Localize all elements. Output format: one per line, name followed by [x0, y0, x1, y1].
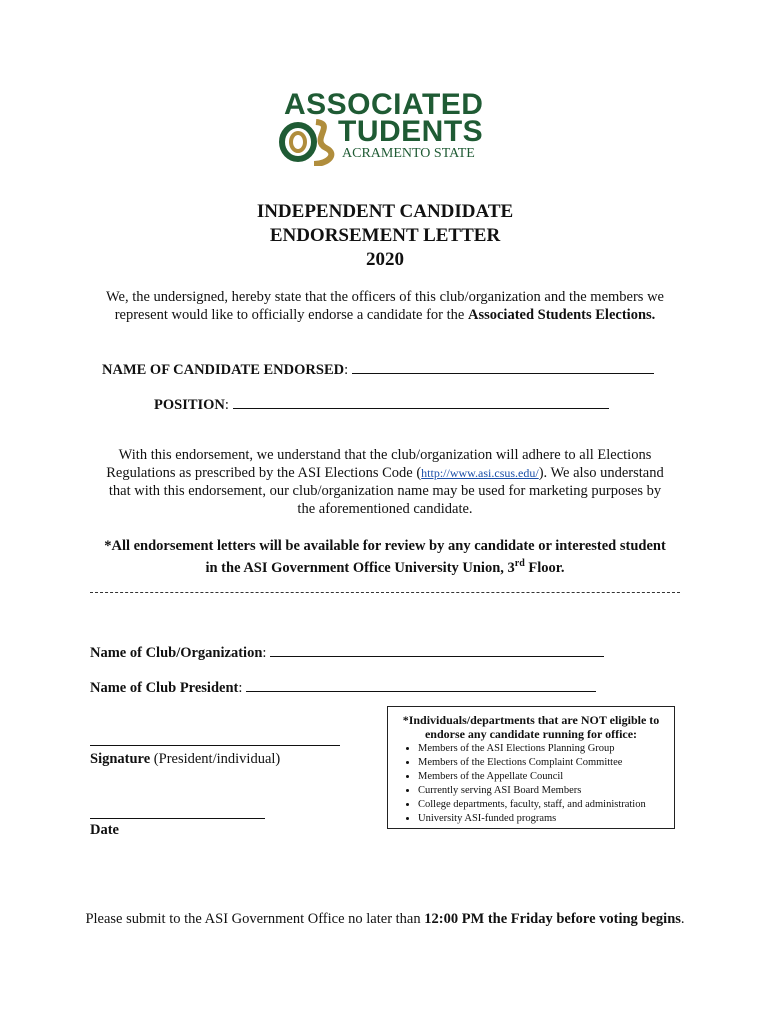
club-president-field-row: Name of Club President:	[90, 678, 596, 697]
club-org-field-row: Name of Club/Organization:	[90, 643, 604, 662]
understanding-line-2-suffix: ). We also understand	[538, 465, 664, 481]
footer-period: .	[680, 911, 685, 927]
position-line[interactable]	[233, 395, 609, 409]
understanding-line-4: the aforementioned candidate.	[297, 501, 473, 517]
club-president-line[interactable]	[246, 678, 596, 692]
signature-label-note: (President/individual)	[150, 751, 281, 767]
date-label: Date	[90, 822, 119, 838]
candidate-label: NAME OF CANDIDATE ENDORSED	[102, 362, 345, 378]
ineligible-box	[387, 706, 675, 829]
intro-line-1: We, the undersigned, hereby state that the officers of this club/organization and the members we	[106, 289, 664, 305]
notice-line-2	[0, 555, 770, 577]
understanding-line-1: With this endorsement, we understand that the club/organization will adhere to all Elections	[118, 447, 652, 463]
list-item: • Currently serving ASI Board Members	[418, 784, 646, 798]
signature-line[interactable]	[90, 745, 340, 746]
footer-deadline: 12:00 PM the Friday before voting begins	[424, 911, 681, 927]
intro-line-2-bold: Associated Students Elections.	[467, 307, 656, 323]
signature-label-bold: Signature	[90, 751, 151, 767]
intro-line-2	[0, 306, 770, 324]
title-year: 2020	[366, 249, 404, 270]
signature-label	[90, 750, 280, 768]
notice-line-2-suffix: Floor.	[524, 559, 565, 576]
ineligible-heading	[388, 713, 674, 741]
list-item: • Members of the Elections Complaint Committee	[418, 756, 646, 770]
document-title	[0, 200, 770, 272]
understanding-paragraph	[0, 446, 770, 518]
logo-text-sacramento-state: ACRAMENTO STATE	[342, 146, 475, 161]
logo-swirl-icon	[276, 118, 338, 166]
date-line[interactable]	[90, 818, 265, 819]
title-line-2: ENDORSEMENT LETTER	[269, 225, 501, 246]
ineligible-heading-line-2: endorse any candidate running for office:	[424, 727, 638, 741]
list-item: • College departments, faculty, staff, and administration	[418, 798, 646, 812]
submission-footer	[0, 910, 770, 928]
notice-superscript: rd	[514, 558, 525, 569]
club-president-label: Name of Club President	[90, 680, 239, 696]
title-line-1: INDEPENDENT CANDIDATE	[256, 201, 514, 222]
dashed-divider	[90, 592, 680, 593]
asi-logo	[276, 88, 496, 166]
ineligible-heading-line-1: *Individuals/departments that are NOT eligible to	[402, 713, 660, 727]
ineligible-list	[402, 742, 646, 826]
intro-paragraph	[0, 288, 770, 324]
understanding-line-2-text: Regulations as prescribed by the ASI Elections Code (	[106, 465, 422, 481]
footer-text: Please submit to the ASI Government Office no later than	[85, 911, 425, 927]
list-item: • Members of the Appellate Council	[418, 770, 646, 784]
position-field-row: POSITION:	[154, 395, 609, 414]
logo-text-associated: ASSOCIATED	[284, 88, 484, 121]
notice-line-2-text: in the ASI Government Office University Union, 3	[205, 559, 515, 576]
understanding-line-2	[0, 464, 770, 482]
candidate-name-line[interactable]	[352, 360, 654, 374]
club-org-line[interactable]	[270, 643, 604, 657]
understanding-line-3: that with this endorsement, our club/organization name may be used for marketing purposes by	[108, 483, 662, 499]
notice-line-1: *All endorsement letters will be available for review by any candidate or interested student	[104, 538, 666, 554]
position-label: POSITION	[154, 397, 225, 413]
list-item: • Members of the ASI Elections Planning Group	[418, 742, 646, 756]
intro-line-2-text: represent would like to officially endorse a candidate for the	[114, 307, 468, 323]
logo-text-students: TUDENTS	[338, 115, 484, 148]
list-item: • University ASI-funded programs	[418, 812, 646, 826]
asi-elections-code-link[interactable]: http://www.asi.csus.edu/	[421, 466, 539, 480]
candidate-field-row: NAME OF CANDIDATE ENDORSED:	[102, 360, 654, 379]
club-org-label: Name of Club/Organization	[90, 645, 263, 661]
review-notice	[0, 537, 770, 577]
